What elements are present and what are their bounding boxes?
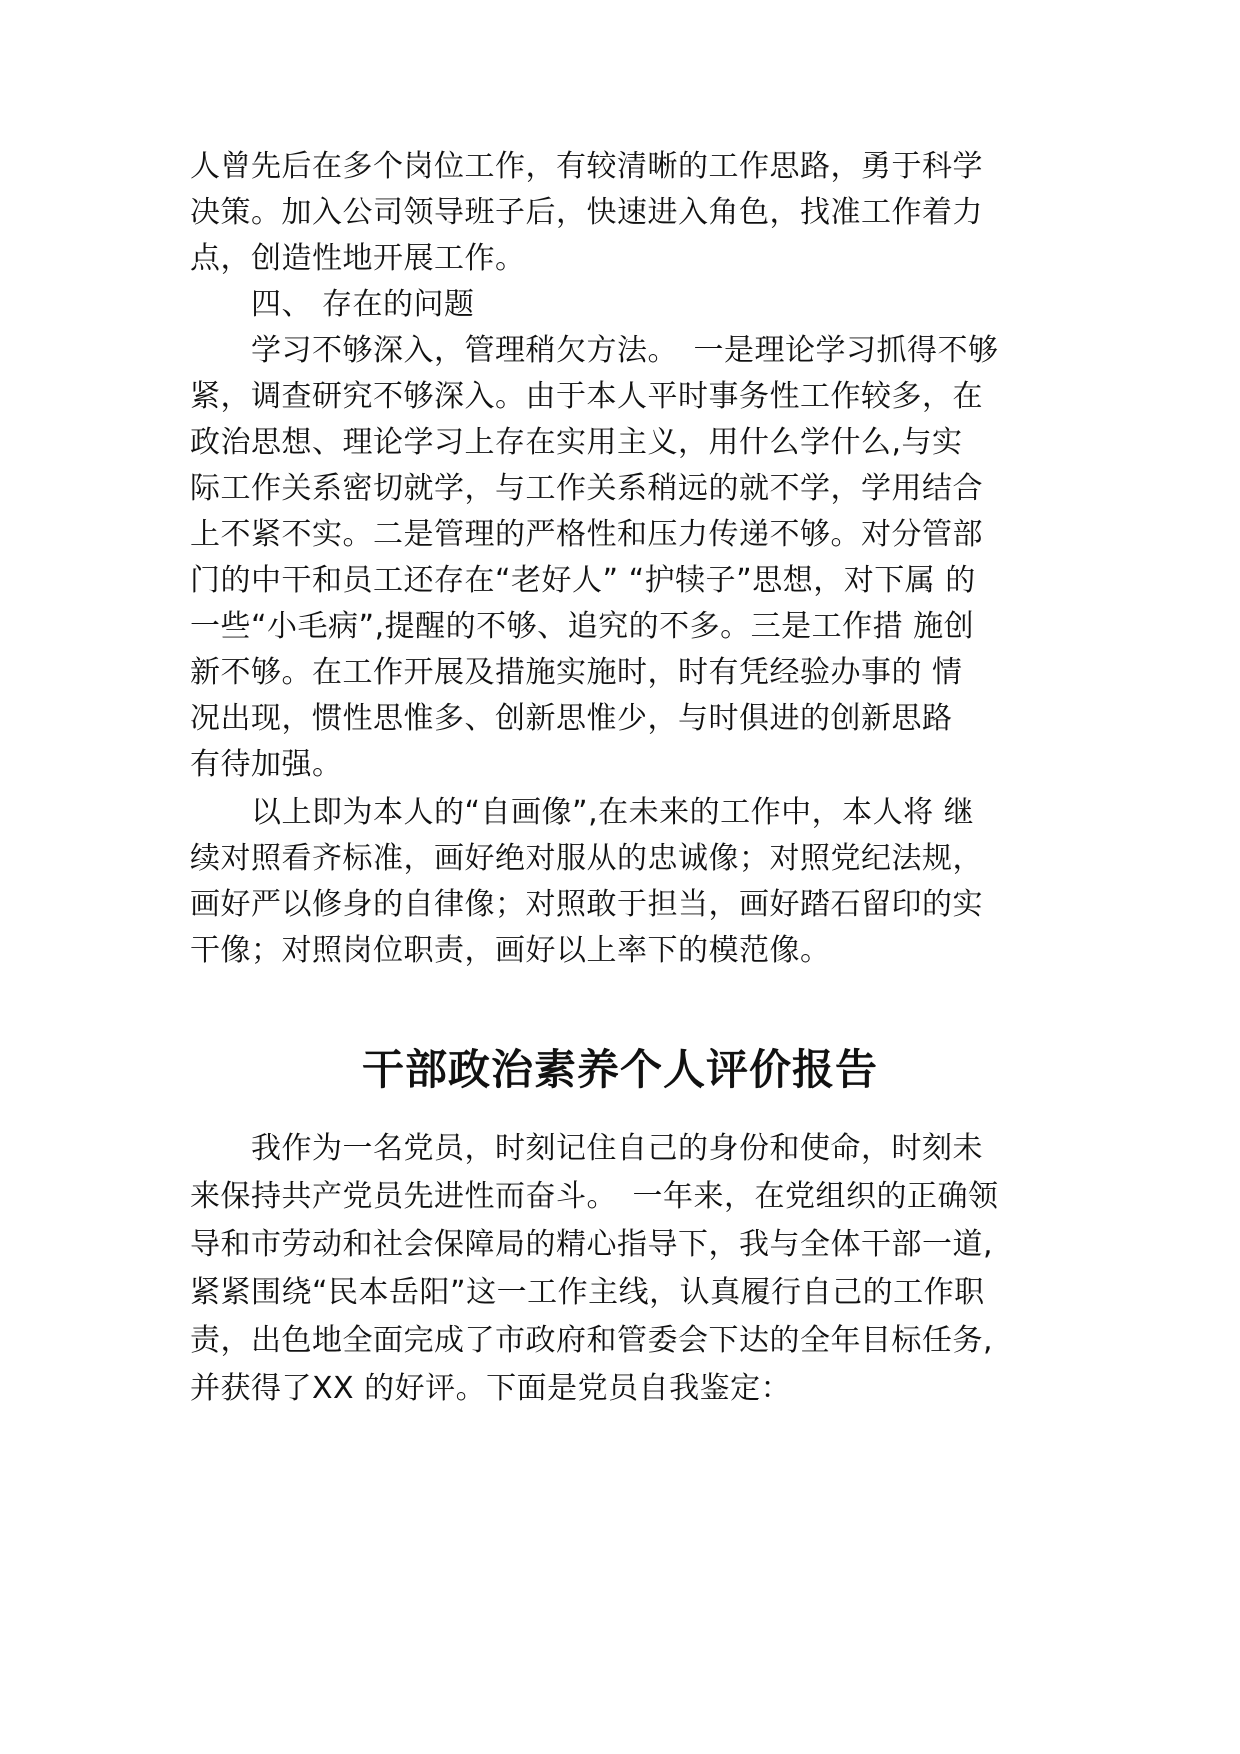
text-line: 以上即为本人的“自画像”,在未来的工作中，本人将 继 <box>190 795 975 830</box>
text-line: 人曾先后在多个岗位工作，有较清晰的工作思路，勇于科学 <box>190 149 983 184</box>
text-line: 门的中干和员工还存在“老好人” “护犊子”思想，对下属 的 <box>190 563 976 598</box>
text-line: 上不紧不实。二是管理的严格性和压力传递不够。对分管部 <box>190 517 983 552</box>
text-line: 我作为一名党员，时刻记住自己的身份和使命，时刻未 <box>190 1131 983 1166</box>
text-line: 点，创造性地开展工作。 <box>190 241 526 276</box>
text-line: 责，出色地全面完成了市政府和管委会下达的全年目标任务, <box>190 1323 994 1358</box>
text-line: 况出现，惯性思惟多、创新思惟少，与时俱进的创新思路 <box>190 701 953 736</box>
text-line: 一些“小毛病”,提醒的不够、追究的不多。三是工作措 施创 <box>190 609 975 644</box>
text-line: 有待加强。 <box>190 747 343 782</box>
text-line: 并获得了XX 的好评。下面是党员自我鉴定： <box>190 1371 792 1406</box>
report-title: 干部政治素养个人评价报告 <box>361 1045 878 1094</box>
text-line: 紧，调查研究不够深入。由于本人平时事务性工作较多，在 <box>190 379 983 414</box>
section-heading: 四、 存在的问题 <box>190 287 475 322</box>
text-line: 决策。加入公司领导班子后，快速进入角色，找准工作着力 <box>190 195 983 230</box>
text-line: 新不够。在工作开展及措施实施时，时有凭经验办事的 情 <box>190 655 963 690</box>
text-line: 干像；对照岗位职责，画好以上率下的模范像。 <box>190 933 831 968</box>
text-line: 来保持共产党员先进性而奋斗。 一年来，在党组织的正确领 <box>190 1179 999 1214</box>
text-line: 续对照看齐标准，画好绝对服从的忠诚像；对照党纪法规， <box>190 841 983 876</box>
text-line: 导和市劳动和社会保障局的精心指导下，我与全体干部一道, <box>190 1227 994 1262</box>
text-line: 政治思想、理论学习上存在实用主义，用什么学什么,与实 <box>190 425 963 460</box>
text-line: 际工作关系密切就学，与工作关系稍远的就不学，学用结合 <box>190 471 983 506</box>
text-line: 学习不够深入，管理稍欠方法。 一是理论学习抓得不够 <box>190 333 999 368</box>
text-line: 紧紧围绕“民本岳阳”这一工作主线，认真履行自己的工作职 <box>190 1275 985 1310</box>
text-line: 画好严以修身的自律像；对照敢于担当，画好踏石留印的实 <box>190 887 983 922</box>
